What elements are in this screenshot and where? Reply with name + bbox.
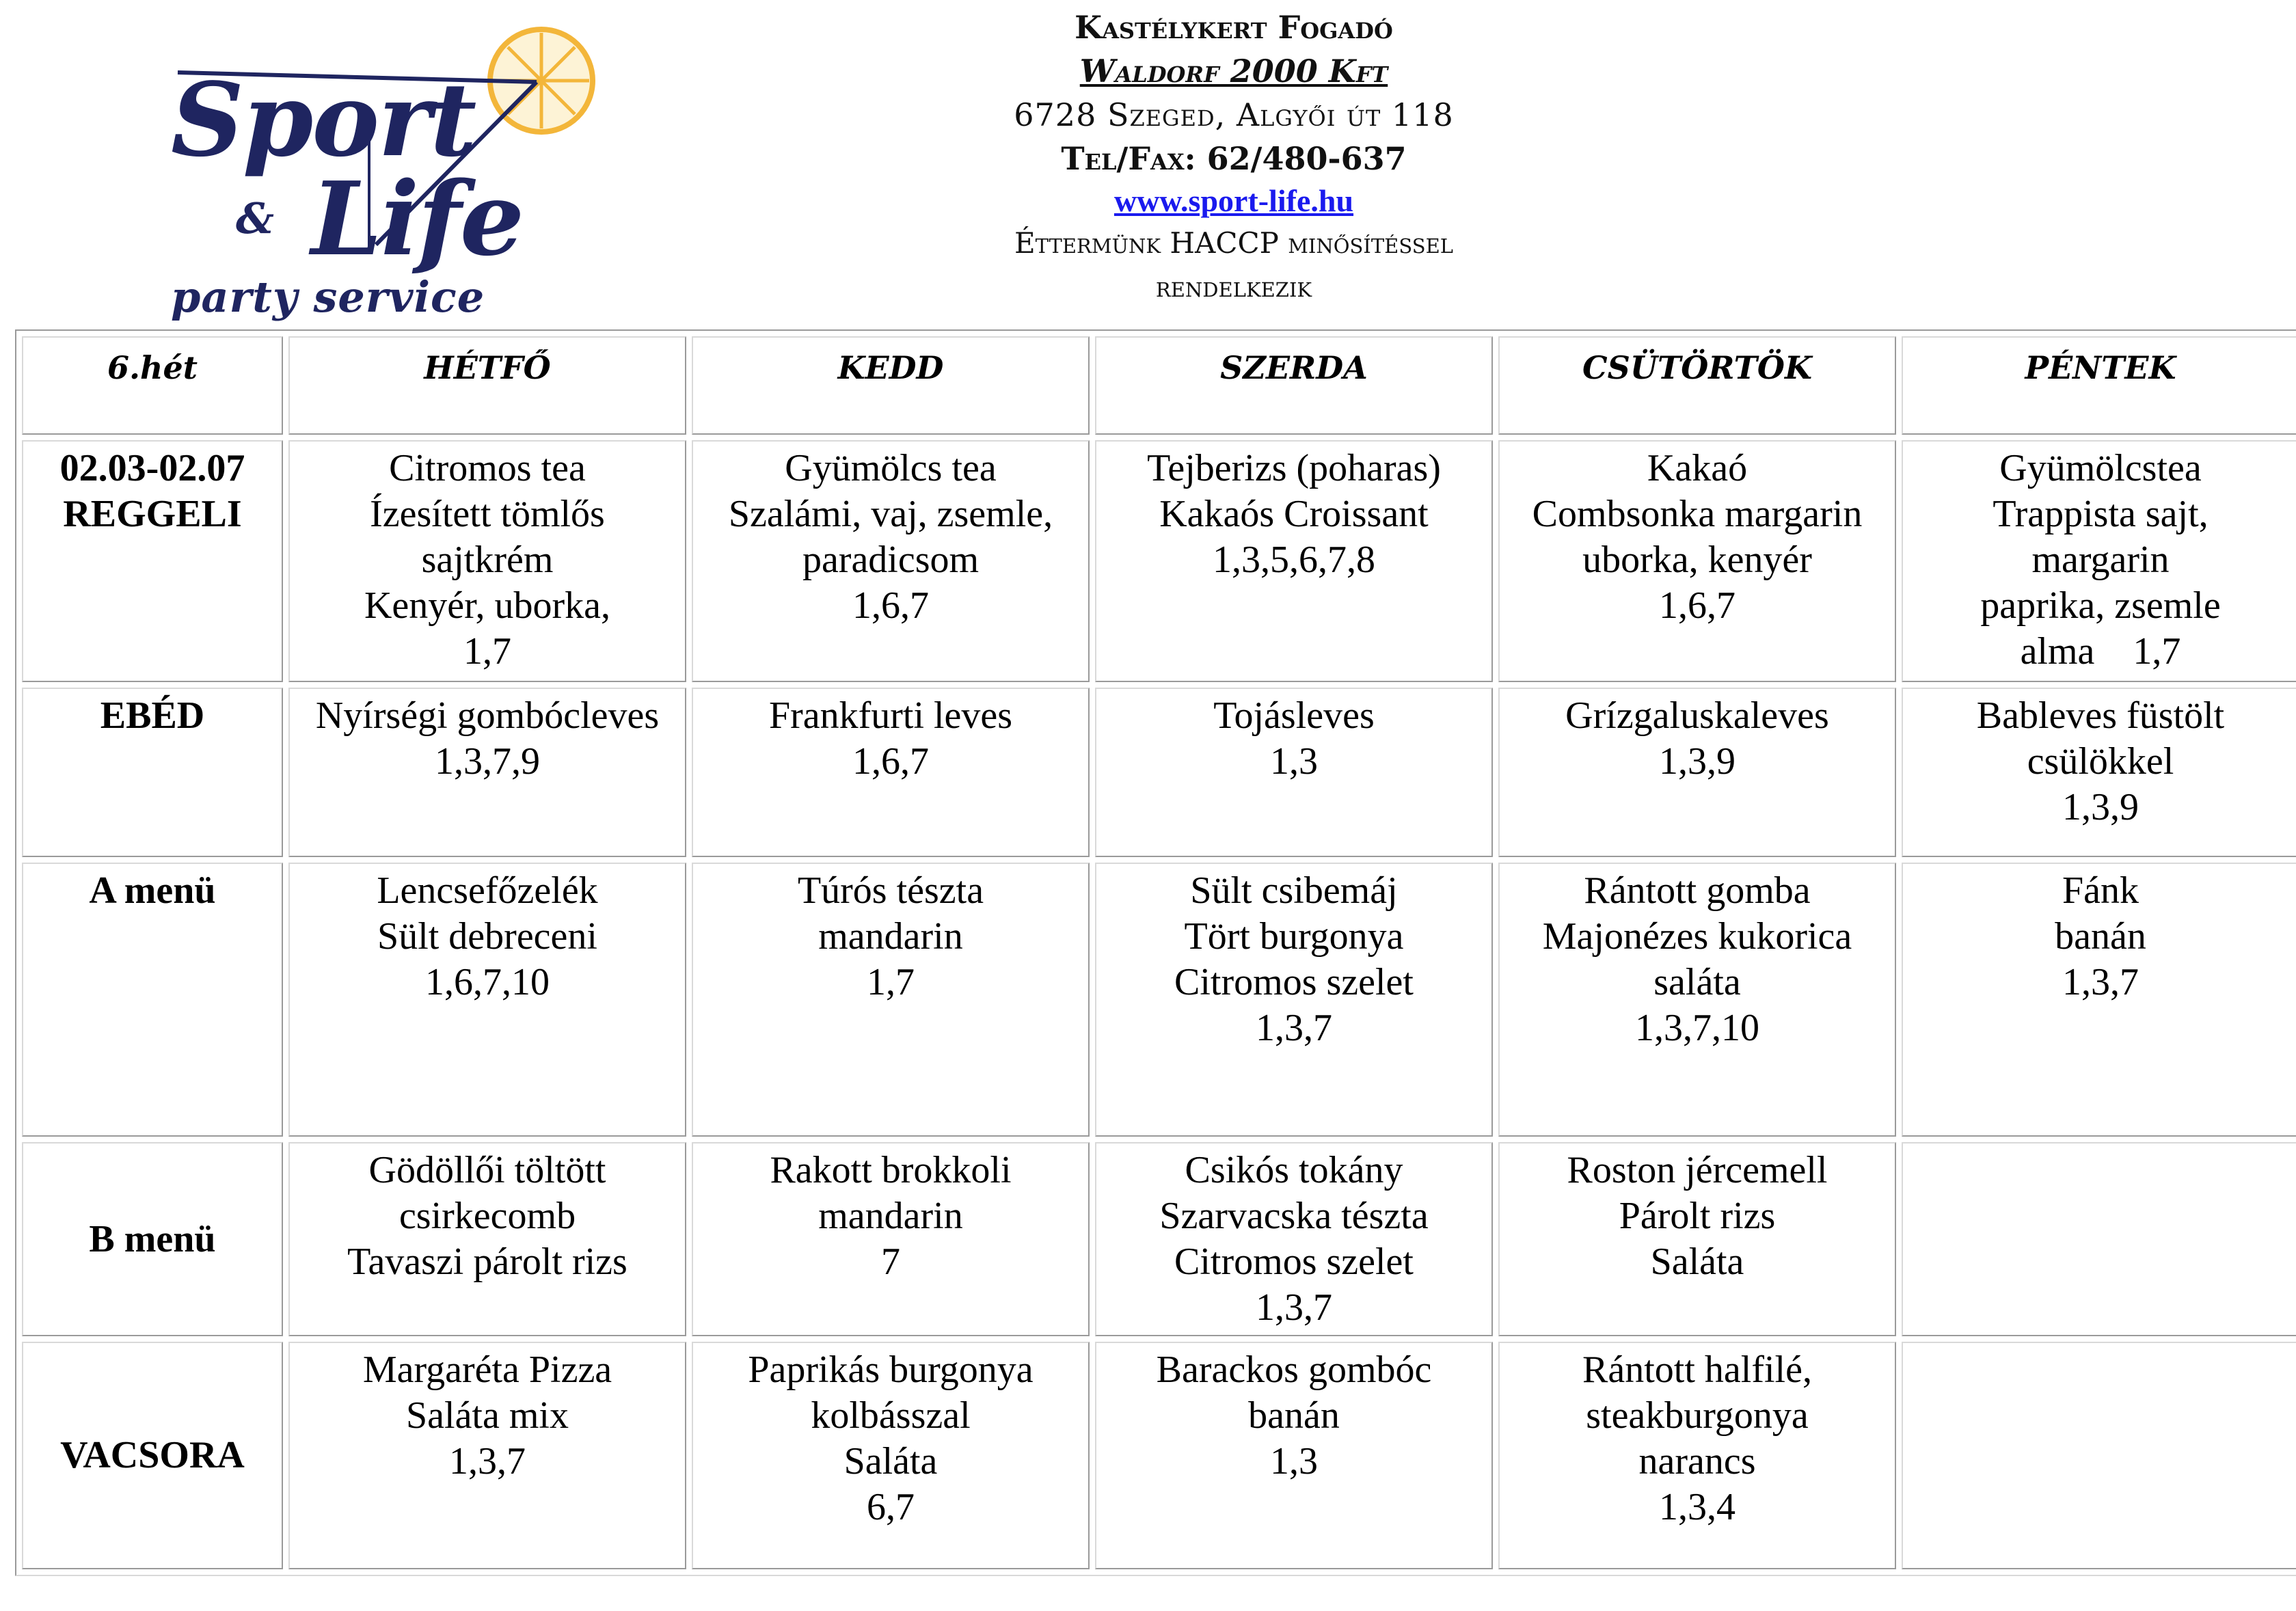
menu-cell-monday [288,1142,686,1336]
menu-line: Csikós tokány [1185,1149,1403,1191]
allergen-codes: 1,3,7 [2062,961,2139,1003]
row-label-dinner [22,1342,283,1569]
weekly-menu-table [15,329,2296,1576]
menu-line: Saláta mix [406,1394,569,1437]
menu-line: paradicsom [802,539,980,581]
menu-line: Túrós tészta [797,869,984,912]
table-row-breakfast [22,440,2296,682]
menu-line: narancs [1638,1440,1756,1483]
day-header-tuesday: KEDD [692,336,1090,435]
menu-line: Frankfurti leves [768,694,1013,737]
restaurant-header [841,5,1627,309]
menu-line: steakburgonya [1586,1394,1809,1437]
menu-cell-tuesday [692,1342,1090,1569]
menu-line: Citromos szelet [1174,961,1414,1003]
allergen-codes: 1,3 [1270,1440,1318,1483]
allergen-codes: 6,7 [867,1486,915,1528]
menu-line: Ízesített tömlős [370,493,605,535]
menu-line: Roston jércemell [1567,1149,1828,1191]
menu-line: kolbásszal [811,1394,971,1437]
menu-cell-friday [1902,688,2296,857]
menu-line: Paprikás burgonya [748,1349,1034,1391]
day-header-monday: HÉTFŐ [288,336,686,435]
menu-line: Kakaós Croissant [1159,493,1429,535]
menu-cell-thursday [1498,1142,1896,1336]
menu-line: Rakott brokkoli [770,1149,1012,1191]
allergen-codes: 1,3,9 [2062,786,2139,828]
menu-line: Tört burgonya [1184,915,1404,958]
menu-line: Trappista sajt, [1993,493,2209,535]
logo-ampersand: & [236,193,274,243]
meal-label: VACSORA [60,1434,245,1476]
menu-line: Gyümölcs tea [785,447,997,489]
menu-line: Citromos szelet [1174,1241,1414,1283]
menu-line: Sült debreceni [377,915,597,958]
menu-line: paprika, zsemle [1980,584,2221,627]
allergen-codes: 1,3,4 [1659,1486,1735,1528]
menu-line: Rántott halfilé, [1582,1349,1812,1391]
menu-line: Combsonka margarin [1532,493,1863,535]
logo-tagline: party service [171,272,485,322]
row-label-lunch [22,688,283,857]
menu-cell-friday [1902,863,2296,1137]
week-header: 6.hét [22,336,283,435]
menu-line: Szarvacska tészta [1159,1195,1429,1237]
allergen-codes: 1,3,7 [1256,1007,1332,1049]
allergen-codes: 7 [881,1241,900,1283]
menu-line: Lencsefőzelék [377,869,598,912]
menu-cell-wednesday [1095,1142,1493,1336]
menu-line: Citromos tea [389,447,586,489]
haccp-statement-line2: rendelkezik [1155,270,1312,303]
menu-line: Margaréta Pizza [362,1349,612,1391]
menu-line: Sült csibemáj [1190,869,1398,912]
menu-line: Nyírségi gombócleves [315,694,660,737]
menu-cell-thursday [1498,440,1896,682]
phone-fax: Tel/Fax: 62/480-637 [1061,140,1407,177]
allergen-codes: 1,7 [867,961,915,1003]
menu-cell-friday-empty [1902,1342,2296,1569]
menu-line: csirkecomb [399,1195,576,1237]
meal-label: EBÉD [100,694,205,737]
menu-line: Saláta [1650,1241,1744,1283]
menu-line: Rántott gomba [1584,869,1811,912]
menu-cell-tuesday [692,1142,1090,1336]
allergen-codes: 1,3 [1270,740,1318,783]
allergen-codes: 1,3,9 [1659,740,1735,783]
menu-cell-thursday [1498,863,1896,1137]
menu-line: Szalámi, vaj, zsemle, [728,493,1053,535]
menu-line: Barackos gombóc [1156,1349,1432,1391]
menu-cell-monday [288,688,686,857]
allergen-codes: 1,3,7,10 [1635,1007,1759,1049]
meal-label: A menü [89,869,216,912]
menu-cell-tuesday [692,688,1090,857]
restaurant-name: Kastélykert Fogadó [1075,9,1393,46]
allergen-codes: 1,3,7,9 [435,740,540,783]
menu-line: uborka, kenyér [1582,539,1812,581]
menu-cell-tuesday [692,863,1090,1137]
allergen-codes: 1,3,7 [1256,1286,1332,1329]
menu-line: banán [1248,1394,1340,1437]
row-label-menu-a [22,863,283,1137]
menu-line: alma 1,7 [2020,630,2181,673]
menu-line: margarin [2031,539,2170,581]
menu-cell-thursday [1498,1342,1896,1569]
table-row-lunch-soup [22,688,2296,857]
menu-cell-tuesday [692,440,1090,682]
menu-line: Kakaó [1647,447,1748,489]
menu-line: banán [2055,915,2146,958]
menu-cell-wednesday [1095,1342,1493,1569]
row-label-breakfast [22,440,283,682]
menu-cell-monday [288,863,686,1137]
day-header-friday: PÉNTEK [1902,336,2296,435]
meal-label: REGGELI [63,493,242,535]
menu-line: Majonézes kukorica [1542,915,1852,958]
menu-cell-monday [288,440,686,682]
table-row-menu-a [22,863,2296,1137]
menu-line: Gyümölcstea [1999,447,2202,489]
date-range: 02.03-02.07 [59,447,245,489]
menu-cell-monday [288,1342,686,1569]
menu-cell-friday [1902,440,2296,682]
menu-line: Tojásleves [1213,694,1375,737]
logo-word-life: Life [311,159,524,278]
allergen-codes: 1,6,7 [1659,584,1735,627]
allergen-codes: 1,6,7 [852,740,929,783]
logo-word-sport: Sport [171,60,476,179]
menu-cell-wednesday [1095,863,1493,1137]
allergen-codes: 1,3,7 [449,1440,526,1483]
meal-label: B menü [89,1217,216,1260]
allergen-codes: 1,6,7 [852,584,929,627]
menu-line: Kenyér, uborka, [364,584,611,627]
table-row-menu-b [22,1142,2296,1336]
company-name: Waldorf 2000 Kft [1079,53,1388,90]
menu-line: Saláta [843,1440,938,1483]
menu-line: Tavaszi párolt rizs [347,1241,627,1283]
menu-line: csülökkel [2027,740,2174,783]
sport-life-logo [164,19,629,327]
menu-line: mandarin [818,1195,963,1237]
menu-cell-wednesday [1095,688,1493,857]
haccp-statement-line1: Éttermünk HACCP minősítéssel [1014,226,1454,260]
address: 6728 Szeged, Algyői út 118 [1014,96,1454,133]
menu-line: Fánk [2062,869,2139,912]
website-link[interactable]: www.sport-life.hu [1113,183,1354,218]
menu-line: mandarin [818,915,963,958]
row-label-menu-b [22,1142,283,1336]
menu-line: Bableves füstölt [1976,694,2225,737]
menu-cell-wednesday [1095,440,1493,682]
allergen-codes: 1,7 [463,630,511,673]
header-row [22,336,2296,435]
menu-line: sajtkrém [421,539,554,581]
table-row-dinner [22,1342,2296,1569]
menu-line: saláta [1653,961,1741,1003]
menu-line: Párolt rizs [1619,1195,1776,1237]
allergen-codes: 1,6,7,10 [425,961,550,1003]
day-header-thursday: CSÜTÖRTÖK [1498,336,1896,435]
menu-cell-friday-empty [1902,1142,2296,1336]
menu-line: Tejberizs (poharas) [1147,447,1441,489]
menu-line: Gödöllői töltött [368,1149,606,1191]
day-header-wednesday: SZERDA [1095,336,1493,435]
menu-line: Grízgaluskaleves [1565,694,1829,737]
allergen-codes: 1,3,5,6,7,8 [1213,539,1375,581]
menu-cell-thursday [1498,688,1896,857]
